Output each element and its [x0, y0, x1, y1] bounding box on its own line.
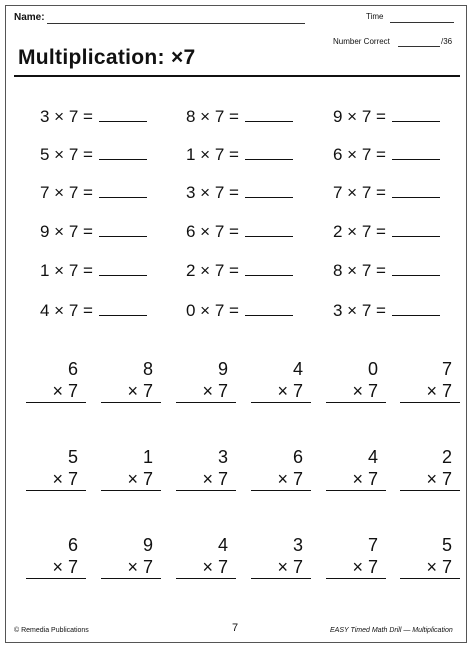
problem-text: 9 × 7 =	[40, 222, 93, 241]
problem-text: 7 × 7 =	[40, 183, 93, 202]
horizontal-problem	[333, 145, 440, 165]
name-label: Name:	[14, 12, 45, 23]
problem-text: 3 × 7 =	[186, 183, 239, 202]
title-divider	[14, 75, 460, 77]
multiplicand: 3	[292, 535, 303, 555]
name-field-line[interactable]	[47, 23, 305, 24]
multiplier: × 7	[26, 556, 86, 579]
problem-text: 8 × 7 =	[186, 107, 239, 126]
multiplicand: 6	[292, 447, 303, 467]
publisher-credit: © Remedia Publications	[14, 627, 89, 634]
multiplier: × 7	[400, 468, 460, 491]
multiplicand: 1	[142, 447, 153, 467]
multiplier: × 7	[400, 556, 460, 579]
problem-text: 2 × 7 =	[186, 261, 239, 280]
multiplicand: 4	[217, 535, 228, 555]
problem-text: 4 × 7 =	[40, 301, 93, 320]
horizontal-problem	[186, 183, 293, 203]
multiplicand: 4	[367, 447, 378, 467]
multiplier: × 7	[326, 556, 386, 579]
problem-text: 3 × 7 =	[40, 107, 93, 126]
answer-blank[interactable]	[245, 301, 293, 316]
worksheet-title: Multiplication: ×7	[18, 46, 196, 69]
vertical-problem	[26, 358, 86, 403]
multiplicand: 2	[441, 447, 452, 467]
vertical-problem	[326, 446, 386, 491]
vertical-problem	[26, 534, 86, 579]
multiplier: × 7	[26, 468, 86, 491]
multiplicand: 5	[67, 447, 78, 467]
horizontal-problem	[333, 301, 440, 321]
horizontal-problem	[186, 261, 293, 281]
problem-text: 1 × 7 =	[186, 145, 239, 164]
vertical-problem	[101, 358, 161, 403]
problem-text: 1 × 7 =	[40, 261, 93, 280]
vertical-problem	[326, 358, 386, 403]
problem-text: 2 × 7 =	[333, 222, 386, 241]
multiplicand: 9	[142, 535, 153, 555]
multiplier: × 7	[26, 380, 86, 403]
multiplier: × 7	[400, 380, 460, 403]
multiplier: × 7	[176, 556, 236, 579]
answer-blank[interactable]	[245, 222, 293, 237]
answer-blank[interactable]	[99, 222, 147, 237]
time-field-line[interactable]	[390, 22, 454, 23]
multiplicand: 8	[142, 359, 153, 379]
problem-text: 7 × 7 =	[333, 183, 386, 202]
book-title: EASY Timed Math Drill — Multiplication	[330, 627, 453, 634]
vertical-problem	[101, 534, 161, 579]
answer-blank[interactable]	[392, 222, 440, 237]
answer-blank[interactable]	[245, 107, 293, 122]
answer-blank[interactable]	[245, 183, 293, 198]
vertical-problem	[101, 446, 161, 491]
vertical-problem	[176, 358, 236, 403]
multiplicand: 6	[67, 535, 78, 555]
multiplier: × 7	[326, 380, 386, 403]
horizontal-problem	[186, 107, 293, 127]
horizontal-problem	[40, 183, 147, 203]
problem-text: 3 × 7 =	[333, 301, 386, 320]
multiplicand: 4	[292, 359, 303, 379]
answer-blank[interactable]	[245, 261, 293, 276]
vertical-problem	[176, 446, 236, 491]
answer-blank[interactable]	[392, 301, 440, 316]
problem-text: 8 × 7 =	[333, 261, 386, 280]
multiplicand: 3	[217, 447, 228, 467]
vertical-problem	[400, 446, 460, 491]
multiplier: × 7	[101, 380, 161, 403]
multiplicand: 7	[441, 359, 452, 379]
answer-blank[interactable]	[99, 183, 147, 198]
answer-blank[interactable]	[392, 261, 440, 276]
problem-text: 6 × 7 =	[186, 222, 239, 241]
answer-blank[interactable]	[99, 145, 147, 160]
horizontal-problem	[333, 222, 440, 242]
multiplier: × 7	[251, 468, 311, 491]
multiplier: × 7	[101, 468, 161, 491]
horizontal-problem	[40, 301, 147, 321]
problem-text: 5 × 7 =	[40, 145, 93, 164]
horizontal-problem	[333, 107, 440, 127]
multiplier: × 7	[326, 468, 386, 491]
time-label: Time	[366, 12, 384, 21]
horizontal-problem	[40, 107, 147, 127]
vertical-problem	[326, 534, 386, 579]
multiplier: × 7	[176, 380, 236, 403]
problem-text: 6 × 7 =	[333, 145, 386, 164]
horizontal-problem	[40, 222, 147, 242]
multiplicand: 7	[367, 535, 378, 555]
vertical-problem	[176, 534, 236, 579]
answer-blank[interactable]	[99, 261, 147, 276]
multiplicand: 5	[441, 535, 452, 555]
multiplier: × 7	[251, 556, 311, 579]
problem-text: 0 × 7 =	[186, 301, 239, 320]
multiplier: × 7	[251, 380, 311, 403]
horizontal-problem	[40, 261, 147, 281]
multiplier: × 7	[101, 556, 161, 579]
multiplicand: 0	[367, 359, 378, 379]
vertical-problem	[251, 358, 311, 403]
problem-text: 9 × 7 =	[333, 107, 386, 126]
horizontal-problem	[333, 261, 440, 281]
number-correct-label: Number Correct	[333, 37, 390, 46]
horizontal-problem	[333, 183, 440, 203]
multiplicand: 9	[217, 359, 228, 379]
vertical-problem	[251, 446, 311, 491]
horizontal-problem	[186, 145, 293, 165]
horizontal-problem	[40, 145, 147, 165]
answer-blank[interactable]	[392, 145, 440, 160]
page-number: 7	[232, 622, 239, 634]
vertical-problem	[400, 534, 460, 579]
multiplier: × 7	[176, 468, 236, 491]
number-correct-total: /36	[441, 37, 453, 46]
horizontal-problem	[186, 222, 293, 242]
answer-blank[interactable]	[99, 301, 147, 316]
answer-blank[interactable]	[245, 145, 293, 160]
number-correct-field-line[interactable]	[398, 46, 440, 47]
answer-blank[interactable]	[392, 107, 440, 122]
answer-blank[interactable]	[99, 107, 147, 122]
vertical-problem	[26, 446, 86, 491]
vertical-problem	[400, 358, 460, 403]
multiplicand: 6	[67, 359, 78, 379]
answer-blank[interactable]	[392, 183, 440, 198]
vertical-problem	[251, 534, 311, 579]
horizontal-problem	[186, 301, 293, 321]
